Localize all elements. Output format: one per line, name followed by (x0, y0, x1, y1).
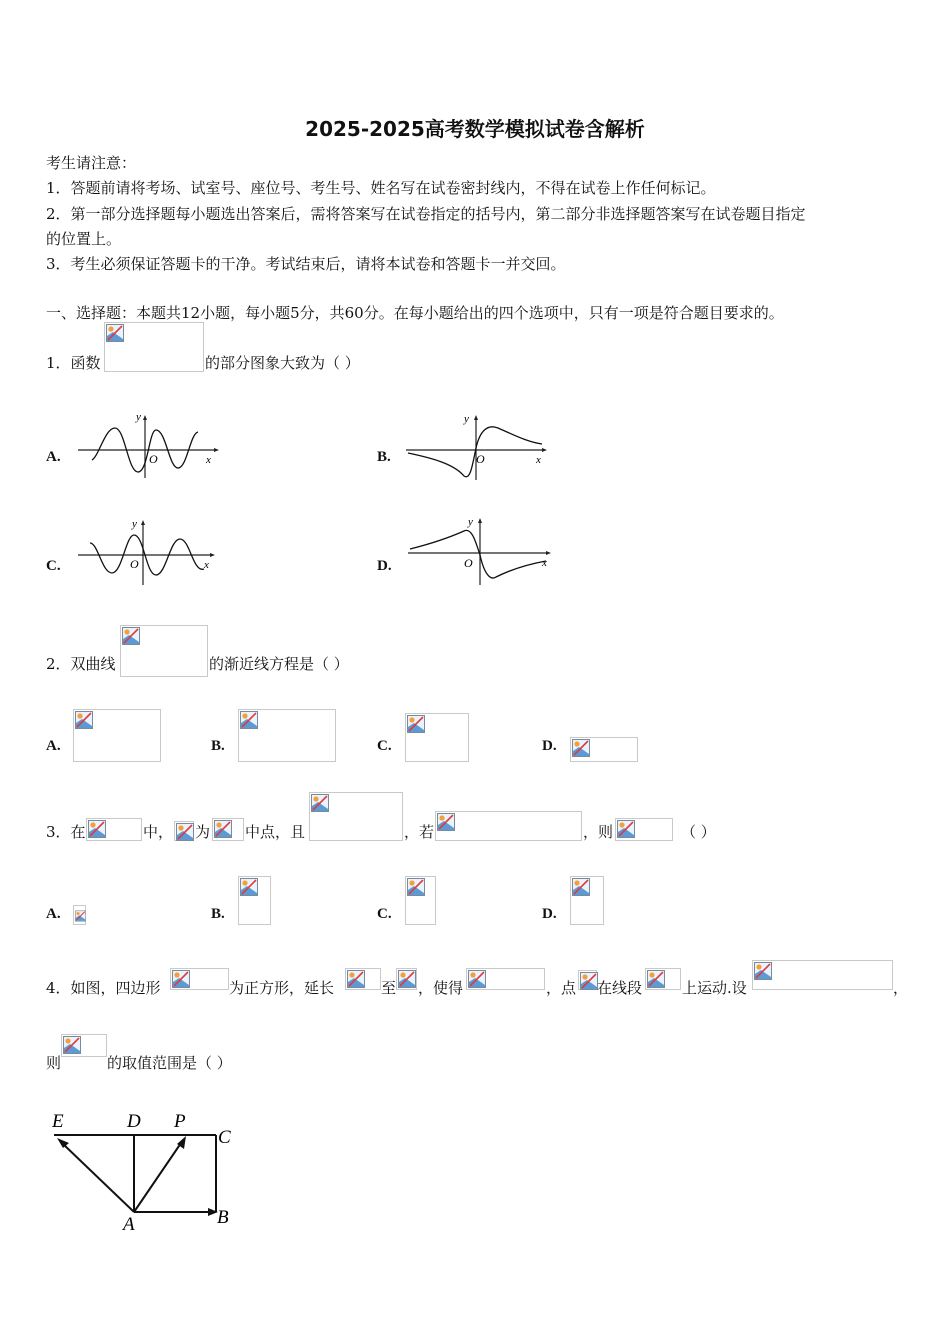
q3-option-b-label: B. (211, 906, 225, 922)
q1-prefix: 1．函数 (46, 354, 101, 372)
broken-image-icon (88, 820, 106, 838)
q1-graph-a (72, 408, 222, 483)
q3-image-5 (435, 811, 582, 841)
q3-option-d-label: D. (542, 906, 557, 922)
q3-option-a-label: A. (46, 906, 61, 922)
broken-image-icon (754, 962, 772, 980)
broken-image-icon (647, 970, 665, 988)
broken-image-icon (572, 878, 590, 896)
broken-image-icon (172, 970, 190, 988)
q3-text-5: ，若 (404, 823, 435, 841)
q2-option-a-image (73, 709, 161, 762)
q4-text-9: 则 (46, 1054, 62, 1072)
broken-image-icon (176, 823, 194, 841)
q4-label-d: D (127, 1111, 141, 1132)
q4-label-c: C (218, 1127, 231, 1148)
notice-item-2-cont: 的位置上。 (46, 230, 122, 248)
q4-label-e: E (52, 1111, 64, 1132)
broken-image-icon (407, 878, 425, 896)
q3-option-c-label: C. (377, 906, 392, 922)
q3-text-4: 中点，且 (245, 823, 306, 841)
q1-b-origin-label: O (476, 452, 485, 466)
q1-suffix: 的部分图象大致为（ ） (205, 354, 360, 372)
q3-image-4 (309, 792, 403, 841)
broken-image-icon (63, 1036, 81, 1054)
q2-option-c-image (405, 713, 469, 762)
broken-image-icon (407, 715, 425, 733)
q1-c-x-label: x (204, 559, 209, 571)
q1-b-y-label: y (464, 413, 469, 425)
q3-text-6: ，则 (583, 823, 614, 841)
broken-image-icon (311, 794, 329, 812)
broken-image-icon (347, 970, 365, 988)
broken-image-icon (214, 820, 232, 838)
notice-item-2: 2．第一部分选择题每小题选出答案后，需将答案写在试卷指定的括号内，第二部分非选择题答案写在试卷题目指定 (46, 205, 806, 223)
q1-option-c-label: C. (46, 558, 61, 574)
q2-prefix: 2．双曲线 (46, 655, 116, 673)
notice-heading: 考生请注意： (46, 154, 137, 172)
q4-label-a: A (123, 1214, 135, 1235)
q1-c-origin-label: O (130, 557, 139, 571)
q3-text-2: 中， (143, 823, 174, 841)
q4-image-2 (345, 968, 381, 990)
q1-c-y-label: y (132, 518, 137, 530)
q2-option-a-label: A. (46, 738, 61, 754)
q3-text-7: （ ） (681, 823, 716, 841)
q2-option-b-image (238, 709, 336, 762)
q2-option-b-label: B. (211, 738, 225, 754)
q2-option-d-label: D. (542, 738, 557, 754)
broken-image-icon (106, 324, 124, 342)
broken-image-icon (617, 820, 635, 838)
broken-image-icon (580, 972, 598, 990)
q4-text-1: 4．如图，四边形 (46, 979, 161, 997)
q4-geometry-figure (40, 1105, 250, 1235)
broken-image-icon (240, 711, 258, 729)
q3-option-a-image (73, 905, 86, 925)
broken-image-icon (240, 878, 258, 896)
q1-a-y-label: y (136, 411, 141, 423)
broken-image-icon (468, 970, 486, 988)
q1-option-a-label: A. (46, 449, 61, 465)
q2-suffix: 的渐近线方程是（ ） (209, 655, 349, 673)
notice-item-3: 3．考生必须保证答题卡的干净。考试结束后，请将本试卷和答题卡一并交回。 (46, 255, 566, 273)
q1-option-d-label: D. (377, 558, 392, 574)
page-title: 2025-2025高考数学模拟试卷含解析 (305, 117, 645, 141)
q1-option-b-label: B. (377, 449, 391, 465)
section-heading: 一、选择题：本题共12小题，每小题5分，共60分。在每小题给出的四个选项中，只有一项是符合题目要求的。 (46, 304, 784, 322)
q4-label-p: P (174, 1111, 186, 1132)
notice-item-1: 1．答题前请将考场、试室号、座位号、考生号、姓名写在试卷密封线内，不得在试卷上作任何标记。 (46, 179, 716, 197)
q1-b-x-label: x (536, 454, 541, 466)
q3-image-3 (212, 818, 244, 841)
q4-text-8: ， (893, 979, 909, 997)
broken-image-icon (572, 739, 590, 757)
q4-image-8 (61, 1034, 107, 1057)
q1-formula-image (104, 322, 204, 372)
q4-image-3 (396, 968, 417, 990)
q4-text-7: 上运动.设 (682, 979, 747, 997)
q3-option-c-image (405, 876, 436, 925)
broken-image-icon (398, 970, 416, 988)
q4-image-7 (752, 960, 893, 990)
q4-image-4 (466, 968, 545, 990)
q2-option-c-label: C. (377, 738, 392, 754)
q4-image-6 (645, 968, 681, 990)
broken-image-icon (75, 711, 93, 729)
q1-graph-b (402, 408, 552, 483)
q1-d-x-label: x (542, 557, 547, 569)
q4-text-4: ，使得 (418, 979, 464, 997)
q3-text-3: 为 (195, 823, 211, 841)
q3-image-6 (615, 818, 673, 841)
q1-d-origin-label: O (464, 556, 473, 570)
q3-image-2 (174, 821, 194, 841)
broken-image-icon (75, 907, 86, 925)
q1-a-x-label: x (206, 454, 211, 466)
q3-option-d-image (570, 876, 604, 925)
q4-image-5 (578, 970, 597, 990)
q4-image-1 (170, 968, 229, 990)
q1-graph-c (72, 515, 222, 590)
broken-image-icon (437, 813, 455, 831)
q2-formula-image (120, 625, 208, 677)
q2-option-d-image (570, 737, 638, 762)
q4-text-10: 的取值范围是（ ） (107, 1054, 232, 1072)
q1-a-origin-label: O (149, 452, 158, 466)
q1-graph-d (404, 515, 554, 590)
q1-d-y-label: y (468, 516, 473, 528)
broken-image-icon (122, 627, 140, 645)
q3-text-1: 3．在 (46, 823, 86, 841)
q4-text-2: 为正方形，延长 (229, 979, 335, 997)
q4-text-5: ，点 (546, 979, 577, 997)
q4-text-6: 在线段 (597, 979, 643, 997)
q4-label-b: B (217, 1207, 229, 1228)
q3-image-1 (86, 818, 142, 841)
q3-option-b-image (238, 876, 271, 925)
q4-text-3: 至 (381, 979, 397, 997)
